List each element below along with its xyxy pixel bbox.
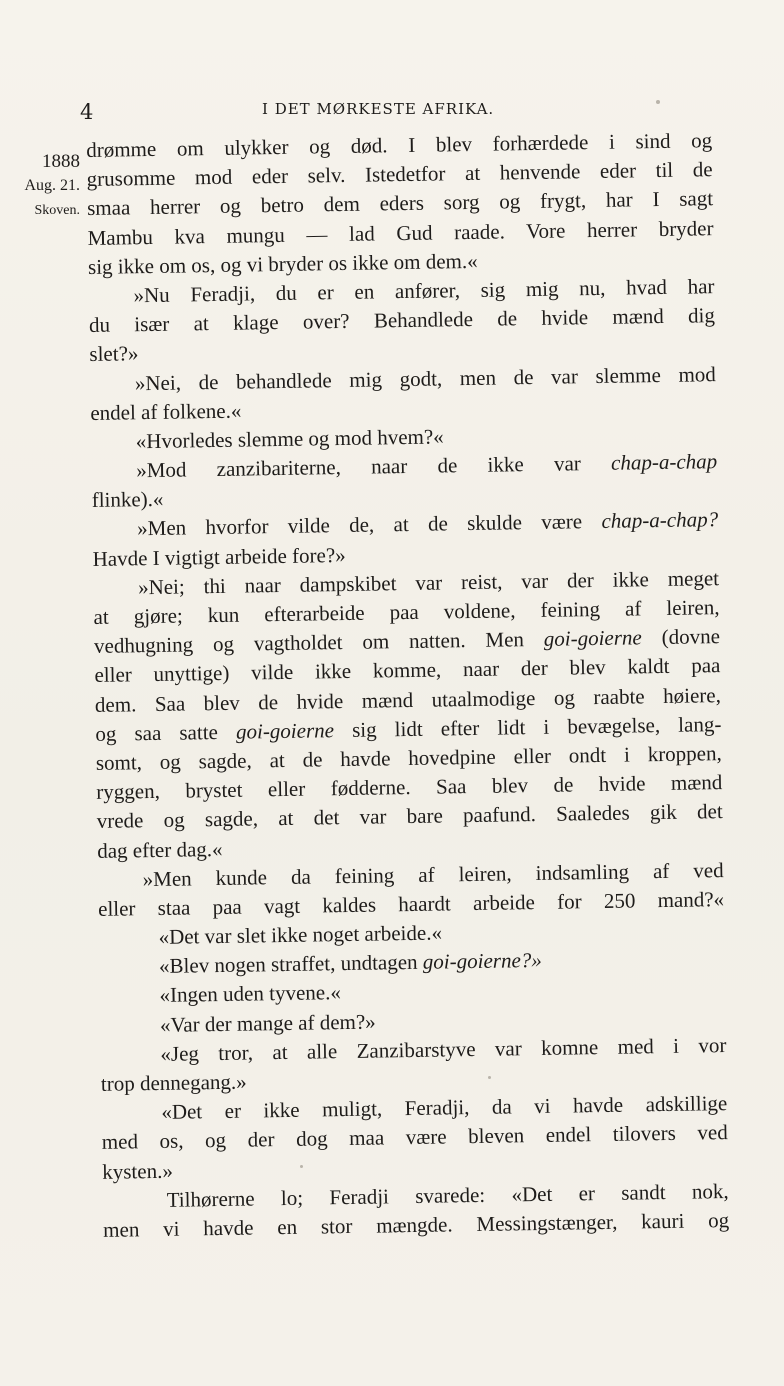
- text-run: »Men hvorfor vilde de, at de skulde være: [136, 509, 583, 541]
- text-line: eller staa paa vagt kaldes haardt arbeide for 250 mand?«: [97, 886, 725, 921]
- italic-term: goi-goierne?»: [422, 948, 542, 975]
- body-text: [86, 126, 729, 1245]
- text-line: du især at klage over? Behandlede de hvide mænd dig: [88, 303, 716, 338]
- text-line: flinke).«: [91, 487, 164, 513]
- text-run: »Mod zanzibariterne, naar de ikke var: [136, 451, 581, 483]
- text-run: vedhugning og vagtholdet om natten. Men: [93, 627, 525, 659]
- text-line: Tilhørerne lo; Feradji svarede: «Det er sandt nok,: [166, 1178, 729, 1212]
- text-line: «Det var slet ikke noget arbeide.«: [158, 920, 443, 950]
- text-line: Mambu kva mungu — lad Gud raade. Vore herrer bryder: [87, 215, 714, 250]
- margin-note-place: Skoven.: [34, 203, 80, 218]
- margin-note-year: 1888: [42, 151, 80, 172]
- margin-note-date: Aug. 21.: [24, 177, 80, 194]
- text-line: endel af folkene.«: [90, 398, 242, 425]
- paper-speck: [488, 1076, 491, 1079]
- paper-speck: [300, 1165, 303, 1168]
- text-line: »Nu Feradji, du er en anfører, sig mig nu, hvad har: [133, 274, 715, 308]
- text-run: «Blev nogen straffet, undtagen: [158, 950, 418, 979]
- text-line: grusomme mod eder selv. Istedetfor at henvende eder til de: [86, 157, 713, 192]
- text-line: smaa herrer og betro dem eders sorg og frygt, har I sagt: [86, 186, 714, 221]
- text-line: «Ingen uden tyvene.«: [159, 980, 342, 1008]
- text-run: (dovne: [661, 624, 721, 650]
- text-line: »Men kunde da feining af leiren, indsamling af ved: [142, 857, 724, 891]
- italic-term: chap-a-chap?: [601, 507, 719, 534]
- text-line: med os, og der dog maa være bleven endel tilovers ved: [101, 1120, 728, 1155]
- text-line: «Jeg tror, at alle Zanzibarstyve var komne med i vor: [160, 1032, 727, 1066]
- text-line: Havde I vigtigt arbeide fore?»: [92, 542, 346, 571]
- text-line: dem. Saa blev de hvide mænd utaalmodige og raabte høiere,: [94, 682, 722, 717]
- text-line: ryggen, brystet eller fødderne. Saa blev de hvide mænd: [96, 770, 723, 805]
- text-line: «Hvorledes slemme og mod hvem?«: [135, 424, 444, 454]
- text-line: kysten.»: [102, 1158, 174, 1184]
- text-line: vrede og sagde, at det var bare paafund. Saaledes gik det: [96, 799, 723, 834]
- text-line: drømme om ulykker og død. I blev forhærdede i sind og: [86, 128, 713, 162]
- text-line: dag efter dag.«: [97, 836, 223, 863]
- text-line: «Var der mange af dem?»: [159, 1009, 376, 1037]
- text-line: »Nei; thi naar dampskibet var reist, var der ikke meget: [137, 565, 720, 600]
- text-line: somt, og sagde, at de havde hovedpine eller ondt i kroppen,: [95, 741, 722, 775]
- italic-term: goi-goierne: [543, 625, 642, 652]
- running-title: I DET MØRKESTE AFRIKA.: [262, 100, 495, 118]
- text-line: trop dennegang.»: [100, 1069, 247, 1096]
- paper-speck: [656, 100, 660, 104]
- text-line: sig ikke om os, og vi bryder os ikke om dem.«: [87, 248, 478, 279]
- text-line: at gjøre; kun efterarbeide paa voldene, feining af leiren,: [93, 595, 720, 629]
- text-line: men vi havde en stor mængde. Messingstænger, kauri og: [102, 1207, 730, 1242]
- text-line: »Nei, de behandlede mig godt, men de var slemme mod: [134, 361, 716, 395]
- text-run: sig lidt efter lidt i bevægelse, lang-: [351, 711, 722, 742]
- italic-term: chap-a-chap: [610, 449, 718, 475]
- text-line: «Det er ikke muligt, Feradji, da vi havde adskillige: [161, 1091, 728, 1125]
- italic-term: goi-goierne: [235, 717, 335, 744]
- text-run: og saa satte: [95, 719, 219, 746]
- text-line: slet?»: [89, 341, 139, 367]
- page-number: 4: [80, 100, 94, 124]
- text-line: eller unyttige) vilde ikke komme, naar der blev kaldt paa: [94, 653, 721, 688]
